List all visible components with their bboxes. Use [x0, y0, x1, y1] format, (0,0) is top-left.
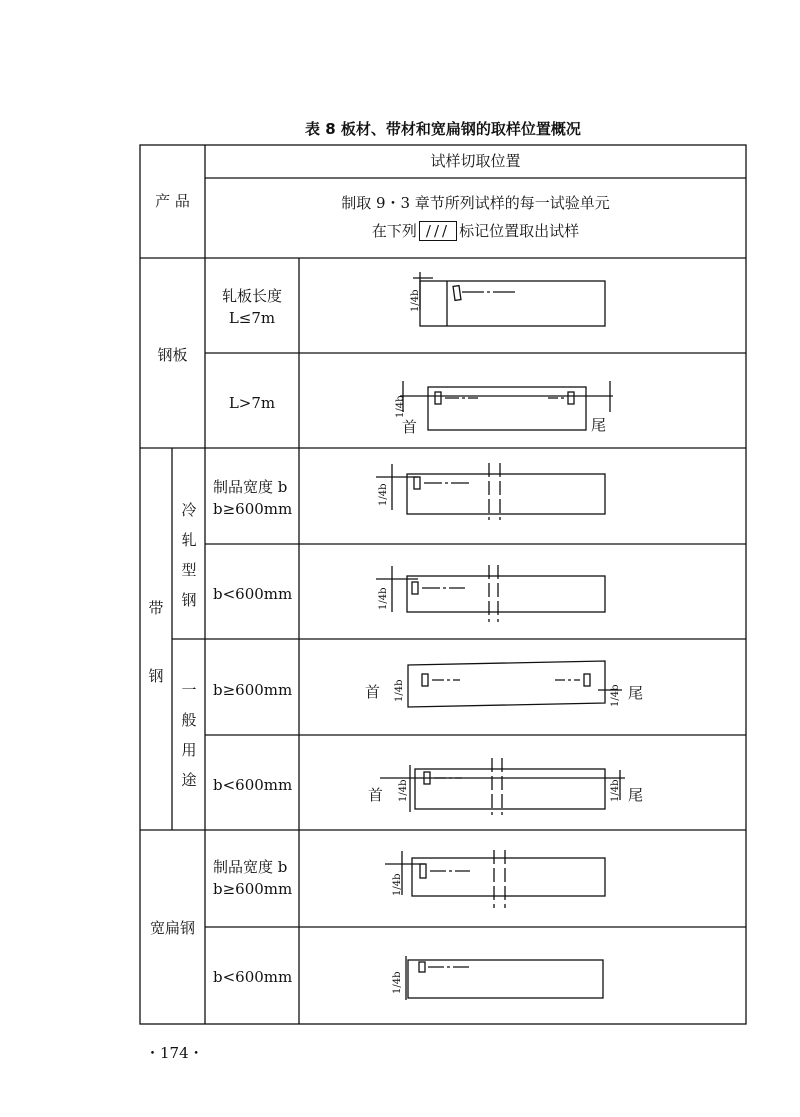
row-label-line: 制品宽度 b: [213, 858, 288, 876]
quarter-label: 1/4b: [610, 684, 621, 707]
group-plate: 钢板: [157, 346, 188, 364]
quarter-label: 1/4b: [610, 779, 621, 802]
tail-label: 尾: [628, 786, 644, 804]
head-label: 首: [402, 418, 418, 436]
quarter-label: 1/4b: [378, 587, 389, 610]
quarter-label: 1/4b: [392, 971, 403, 994]
quarter-label: 1/4b: [410, 289, 421, 312]
head-label: 首: [365, 683, 381, 701]
header-position: 试样切取位置: [430, 152, 521, 170]
cold-char: 型: [181, 561, 197, 579]
general-char: 用: [181, 741, 197, 759]
note-before: 在下列: [371, 222, 417, 240]
general-char: 般: [181, 711, 197, 729]
row-label-line: b<600mm: [213, 585, 293, 603]
head-label: 首: [368, 786, 384, 804]
quarter-label: 1/4b: [394, 679, 405, 702]
row-label-line: b<600mm: [213, 968, 293, 986]
note-after: 标记位置取出试样: [459, 222, 580, 240]
cold-char: 轧: [181, 531, 197, 549]
group-strip-1: 带: [148, 599, 164, 617]
general-char: 一: [181, 681, 197, 699]
row-label-line: b≥600mm: [213, 681, 293, 699]
row-label-line: b≥600mm: [213, 500, 293, 518]
row-label-line: b<600mm: [213, 776, 293, 794]
quarter-label: 1/4b: [378, 483, 389, 506]
row-label-line: L>7m: [228, 394, 276, 412]
table-title: 表 8 板材、带材和宽扁钢的取样位置概况: [305, 120, 581, 138]
hatch-mark-box: ///: [419, 221, 457, 241]
row-label-line: b≥600mm: [213, 880, 293, 898]
quarter-label: 1/4b: [392, 873, 403, 896]
group-strip-2: 钢: [148, 667, 164, 685]
general-char: 途: [181, 771, 197, 789]
tail-label: 尾: [628, 684, 644, 702]
quarter-label: 1/4b: [398, 779, 409, 802]
row-label-line: 轧板长度: [221, 287, 282, 305]
header-note-line1: 制取 9・3 章节所列试样的每一试验单元: [341, 194, 610, 212]
row-label-line: 制品宽度 b: [213, 478, 288, 496]
cold-char: 钢: [181, 591, 197, 609]
group-wide-flat: 宽扁钢: [149, 919, 195, 937]
tail-label: 尾: [591, 416, 607, 434]
cold-char: 冷: [181, 501, 197, 519]
quarter-label: 1/4b: [395, 395, 406, 418]
header-product: 产 品: [155, 192, 190, 210]
page-number: ・174・: [145, 1044, 204, 1062]
row-label-line: L≤7m: [228, 309, 276, 327]
